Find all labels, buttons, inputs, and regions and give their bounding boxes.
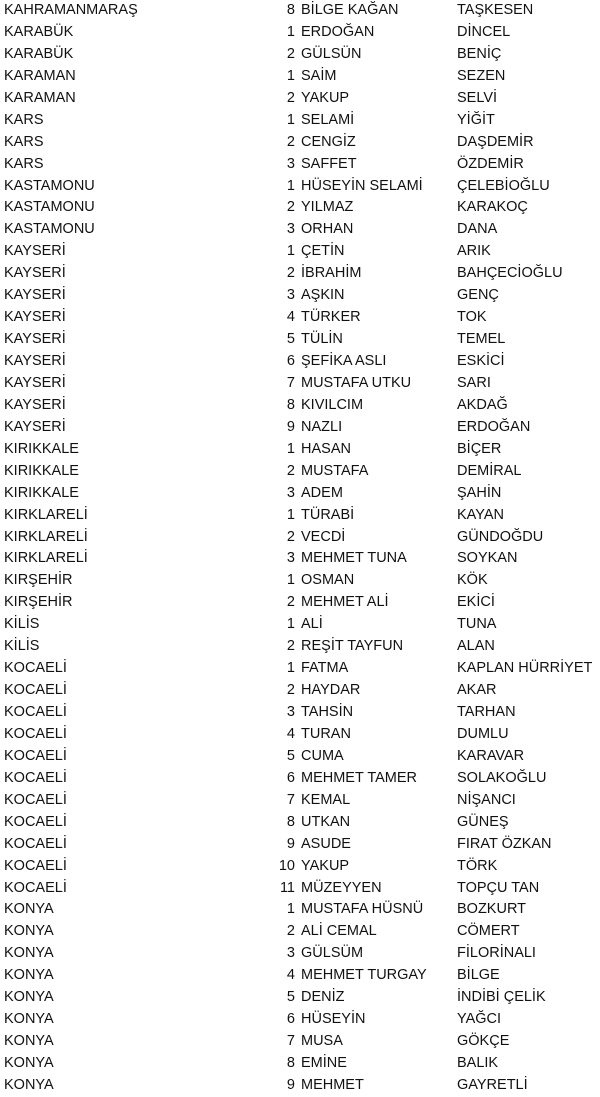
rank-number-cell: 2 <box>286 682 295 699</box>
table-row <box>0 329 600 351</box>
first-name-cell: VECDİ <box>301 528 346 545</box>
table-row <box>0 439 600 461</box>
rank-number-cell: 3 <box>286 550 295 567</box>
rank-number-cell: 8 <box>286 1055 295 1071</box>
last-name-cell: ESKİCİ <box>457 353 505 369</box>
province-cell: KARS <box>4 111 44 128</box>
table-row <box>0 856 600 878</box>
table-row <box>0 527 600 549</box>
rank-number-cell: 2 <box>286 462 295 479</box>
table-row <box>0 110 600 132</box>
rank-number-cell: 1 <box>286 177 295 194</box>
last-name-cell: EKİCİ <box>457 594 495 611</box>
table-row <box>0 0 600 22</box>
province-cell: KOCAELİ <box>4 725 67 742</box>
first-name-cell: HAYDAR <box>301 682 361 699</box>
table-row <box>0 1009 600 1031</box>
first-name-cell: MEHMET ALİ <box>301 594 389 611</box>
province-cell: KIRŞEHİR <box>4 572 73 589</box>
first-name-cell: YAKUP <box>301 857 350 874</box>
province-cell: KONYA <box>4 901 54 918</box>
rank-number-cell: 9 <box>286 835 295 852</box>
last-name-cell: SELVİ <box>457 89 498 106</box>
table-row <box>0 263 600 285</box>
province-cell: KİLİS <box>4 616 40 633</box>
last-name-cell: ÇELEBİOĞLU <box>457 177 550 194</box>
first-name-cell: MÜZEYYEN <box>301 879 382 896</box>
first-name-cell: HÜSEYİN SELAMİ <box>301 177 423 194</box>
first-name-cell: ALİ <box>301 616 323 633</box>
last-name-cell: TARHAN <box>457 704 516 720</box>
last-name-cell: NİŞANCI <box>457 791 516 808</box>
rank-number-cell: 3 <box>286 484 295 501</box>
rank-number-cell: 1 <box>286 506 295 523</box>
first-name-cell: MEHMET <box>301 1076 364 1093</box>
province-cell: KAYSERİ <box>4 396 66 413</box>
rank-number-cell: 7 <box>286 791 295 808</box>
first-name-cell: HASAN <box>301 440 351 457</box>
province-cell: KIRIKKALE <box>4 440 79 457</box>
rank-number-cell: 2 <box>286 923 295 940</box>
first-name-cell: ERDOĞAN <box>301 23 375 40</box>
last-name-cell: YİĞİT <box>457 111 495 128</box>
last-name-cell: GÜNDOĞDU <box>457 528 544 545</box>
last-name-cell: DAŞDEMİR <box>457 133 534 150</box>
rank-number-cell: 1 <box>286 616 295 633</box>
first-name-cell: MEHMET TAMER <box>301 769 418 786</box>
table-row <box>0 88 600 110</box>
province-cell: KAYSERİ <box>4 374 66 391</box>
rank-number-cell: 1 <box>286 660 295 677</box>
rank-number-cell: 2 <box>286 638 295 655</box>
first-name-cell: SAFFET <box>301 155 357 172</box>
table-row <box>0 241 600 263</box>
province-cell: KOCAELİ <box>4 704 67 720</box>
rank-number-cell: 7 <box>286 1033 295 1050</box>
rank-number-cell: 8 <box>286 2 295 18</box>
last-name-cell: İNDİBİ ÇELİK <box>457 989 546 1006</box>
first-name-cell: BİLGE KAĞAN <box>301 2 399 18</box>
rank-number-cell: 2 <box>286 45 295 62</box>
province-cell: KAYSERİ <box>4 331 66 348</box>
province-cell: KONYA <box>4 945 54 962</box>
table-row <box>0 483 600 505</box>
rank-number-cell: 3 <box>286 155 295 172</box>
table-row <box>0 878 600 900</box>
rank-number-cell: 1 <box>286 67 295 84</box>
last-name-cell: DUMLU <box>457 725 509 742</box>
last-name-cell: SEZEN <box>457 67 506 84</box>
table-row <box>0 899 600 921</box>
table-row <box>0 548 600 570</box>
first-name-cell: AŞKIN <box>301 287 345 304</box>
rank-number-cell: 3 <box>286 287 295 304</box>
rank-number-cell: 2 <box>286 594 295 611</box>
first-name-cell: MUSTAFA <box>301 462 369 479</box>
rank-number-cell: 3 <box>286 704 295 720</box>
rank-number-cell: 1 <box>286 901 295 918</box>
last-name-cell: BOZKURT <box>457 901 527 918</box>
rank-number-cell: 9 <box>286 418 295 435</box>
last-name-cell: AKDAĞ <box>457 396 508 413</box>
table-row <box>0 44 600 66</box>
table-row <box>0 680 600 702</box>
last-name-cell: CÖMERT <box>457 923 520 940</box>
table-row <box>0 834 600 856</box>
province-cell: KOCAELİ <box>4 747 67 764</box>
rank-number-cell: 5 <box>286 331 295 348</box>
rank-number-cell: 2 <box>286 265 295 282</box>
last-name-cell: DİNCEL <box>457 23 511 40</box>
rank-number-cell: 4 <box>286 309 295 326</box>
rank-number-cell: 5 <box>286 747 295 764</box>
first-name-cell: MEHMET TUNA <box>301 550 407 567</box>
last-name-cell: KARAVAR <box>457 747 525 764</box>
rank-number-cell: 11 <box>279 879 295 896</box>
table-row <box>0 658 600 680</box>
first-name-cell: TAHSİN <box>301 704 354 720</box>
province-cell: KONYA <box>4 1055 54 1071</box>
rank-number-cell: 8 <box>286 396 295 413</box>
table-row <box>0 373 600 395</box>
rank-number-cell: 7 <box>286 374 295 391</box>
last-name-cell: KAYAN <box>457 506 505 523</box>
table-row <box>0 702 600 724</box>
first-name-cell: UTKAN <box>301 813 351 830</box>
province-cell: KOCAELİ <box>4 857 67 874</box>
first-name-cell: OSMAN <box>301 572 355 589</box>
province-cell: KIRKLARELİ <box>4 506 88 523</box>
province-cell: KARAMAN <box>4 67 76 84</box>
rank-number-cell: 10 <box>278 857 295 874</box>
first-name-cell: MEHMET TURGAY <box>301 967 427 984</box>
province-cell: KİLİS <box>4 638 40 655</box>
table-row <box>0 1053 600 1075</box>
rank-number-cell: 2 <box>286 528 295 545</box>
rank-number-cell: 6 <box>286 353 295 369</box>
table-row <box>0 197 600 219</box>
rank-number-cell: 2 <box>286 133 295 150</box>
province-cell: KOCAELİ <box>4 791 67 808</box>
table-row <box>0 22 600 44</box>
last-name-cell: GÖKÇE <box>457 1033 510 1050</box>
last-name-cell: AKAR <box>457 682 497 699</box>
first-name-cell: YILMAZ <box>301 199 354 216</box>
first-name-cell: TURAN <box>301 725 351 742</box>
first-name-cell: EMİNE <box>301 1055 347 1071</box>
rank-number-cell: 1 <box>286 440 295 457</box>
first-name-cell: FATMA <box>301 660 349 677</box>
last-name-cell: KÖK <box>457 572 488 589</box>
province-cell: KARAMAN <box>4 89 76 106</box>
province-cell: KASTAMONU <box>4 221 95 238</box>
first-name-cell: DENİZ <box>301 989 345 1006</box>
table-row <box>0 592 600 614</box>
province-cell: KONYA <box>4 1033 54 1050</box>
first-name-cell: MUSTAFA HÜSNÜ <box>301 901 424 918</box>
first-name-cell: KEMAL <box>301 791 351 808</box>
table-row <box>0 768 600 790</box>
table-row <box>0 66 600 88</box>
table-row <box>0 570 600 592</box>
table-row <box>0 746 600 768</box>
table-row <box>0 461 600 483</box>
rank-number-cell: 5 <box>286 989 295 1006</box>
rank-number-cell: 1 <box>286 243 295 260</box>
first-name-cell: ALİ CEMAL <box>301 923 377 940</box>
province-cell: KASTAMONU <box>4 177 95 194</box>
rank-number-cell: 6 <box>286 769 295 786</box>
rank-number-cell: 1 <box>286 111 295 128</box>
province-cell: KARABÜK <box>4 45 74 62</box>
rank-number-cell: 1 <box>286 572 295 589</box>
province-cell: KAYSERİ <box>4 265 66 282</box>
province-cell: KOCAELİ <box>4 813 67 830</box>
province-cell: KARS <box>4 155 44 172</box>
last-name-cell: BALIK <box>457 1055 499 1071</box>
rank-number-cell: 3 <box>286 945 295 962</box>
province-cell: KAYSERİ <box>4 418 66 435</box>
rank-number-cell: 8 <box>286 813 295 830</box>
province-cell: KOCAELİ <box>4 769 67 786</box>
last-name-cell: SOYKAN <box>457 550 518 567</box>
first-name-cell: CENGİZ <box>301 133 356 150</box>
table-row <box>0 219 600 241</box>
rank-number-cell: 4 <box>286 967 295 984</box>
last-name-cell: KARAKOÇ <box>457 199 528 216</box>
first-name-cell: HÜSEYİN <box>301 1011 366 1028</box>
province-cell: KAHRAMANMARAŞ <box>4 2 138 18</box>
first-name-cell: ASUDE <box>301 835 351 852</box>
first-name-cell: TÜLİN <box>301 331 343 348</box>
table-row <box>0 285 600 307</box>
province-cell: KOCAELİ <box>4 660 67 677</box>
first-name-cell: TÜRKER <box>301 309 361 326</box>
last-name-cell: TÖRK <box>457 857 498 874</box>
last-name-cell: ÖZDEMİR <box>457 155 524 172</box>
first-name-cell: TÜRABİ <box>301 506 355 523</box>
table-row <box>0 921 600 943</box>
province-cell: KONYA <box>4 967 54 984</box>
rank-number-cell: 6 <box>286 1011 295 1028</box>
table-row <box>0 724 600 746</box>
last-name-cell: GAYRETLİ <box>457 1076 528 1093</box>
last-name-cell: GÜNEŞ <box>457 813 509 830</box>
province-cell: KASTAMONU <box>4 199 95 216</box>
first-name-cell: MUSA <box>301 1033 343 1050</box>
first-name-cell: GÜLSÜM <box>301 945 364 962</box>
province-cell: KARS <box>4 133 44 150</box>
table-row <box>0 987 600 1009</box>
last-name-cell: FİLORİNALI <box>457 945 536 962</box>
table-row <box>0 505 600 527</box>
first-name-cell: KIVILCIM <box>301 396 364 413</box>
table-row <box>0 614 600 636</box>
table-row <box>0 790 600 812</box>
last-name-cell: TUNA <box>457 616 497 633</box>
last-name-cell: SOLAKOĞLU <box>457 769 547 786</box>
rank-number-cell: 2 <box>286 89 295 106</box>
province-cell: KOCAELİ <box>4 682 67 699</box>
last-name-cell: TAŞKESEN <box>457 2 534 18</box>
rank-number-cell: 3 <box>286 221 295 238</box>
province-cell: KONYA <box>4 1011 54 1028</box>
table-row <box>0 176 600 198</box>
first-name-cell: CUMA <box>301 747 344 764</box>
province-cell: KIRIKKALE <box>4 484 79 501</box>
table-row <box>0 154 600 176</box>
table-row <box>0 943 600 965</box>
table-row <box>0 1075 600 1097</box>
province-cell: KAYSERİ <box>4 243 66 260</box>
province-cell: KAYSERİ <box>4 287 66 304</box>
table-row <box>0 307 600 329</box>
first-name-cell: ÇETİN <box>301 243 345 260</box>
table-row <box>0 395 600 417</box>
province-cell: KOCAELİ <box>4 879 67 896</box>
first-name-cell: GÜLSÜN <box>301 45 362 62</box>
province-cell: KONYA <box>4 923 54 940</box>
rank-number-cell: 1 <box>286 23 295 40</box>
last-name-cell: FIRAT ÖZKAN <box>457 835 552 852</box>
province-cell: KARABÜK <box>4 23 74 40</box>
province-cell: KONYA <box>4 1076 54 1093</box>
first-name-cell: ADEM <box>301 484 343 501</box>
table-row <box>0 1031 600 1053</box>
first-name-cell: YAKUP <box>301 89 350 106</box>
first-name-cell: NAZLI <box>301 418 343 435</box>
table-row <box>0 351 600 373</box>
first-name-cell: SELAMİ <box>301 111 355 128</box>
first-name-cell: ORHAN <box>301 221 354 238</box>
last-name-cell: ERDOĞAN <box>457 418 531 435</box>
last-name-cell: DEMİRAL <box>457 462 522 479</box>
last-name-cell: TOK <box>457 309 487 326</box>
last-name-cell: KAPLAN HÜRRİYET <box>457 660 593 677</box>
first-name-cell: İBRAHİM <box>301 265 362 282</box>
rank-number-cell: 9 <box>286 1076 295 1093</box>
table-row <box>0 812 600 834</box>
first-name-cell: REŞİT TAYFUN <box>301 638 404 655</box>
province-cell: KIRIKKALE <box>4 462 79 479</box>
last-name-cell: ŞAHİN <box>457 484 502 501</box>
table-row <box>0 965 600 987</box>
province-cell: KONYA <box>4 989 54 1006</box>
province-cell: KAYSERİ <box>4 309 66 326</box>
last-name-cell: BİLGE <box>457 967 500 984</box>
last-name-cell: SARI <box>457 374 491 391</box>
last-name-cell: ALAN <box>457 638 495 655</box>
table-row <box>0 132 600 154</box>
first-name-cell: MUSTAFA UTKU <box>301 374 412 391</box>
last-name-cell: TEMEL <box>457 331 506 348</box>
last-name-cell: GENÇ <box>457 287 499 304</box>
province-cell: KOCAELİ <box>4 835 67 852</box>
last-name-cell: YAĞCI <box>457 1011 502 1028</box>
last-name-cell: TOPÇU TAN <box>457 879 540 896</box>
last-name-cell: BİÇER <box>457 440 502 457</box>
last-name-cell: DANA <box>457 221 498 238</box>
rank-number-cell: 4 <box>286 725 295 742</box>
province-cell: KAYSERİ <box>4 353 66 369</box>
rank-number-cell: 2 <box>286 199 295 216</box>
last-name-cell: BAHÇECİOĞLU <box>457 265 563 282</box>
last-name-cell: ARIK <box>457 243 491 260</box>
province-cell: KIRKLARELİ <box>4 550 88 567</box>
first-name-cell: ŞEFİKA ASLI <box>301 353 387 369</box>
first-name-cell: SAİM <box>301 67 337 84</box>
province-cell: KIRKLARELİ <box>4 528 88 545</box>
table-row <box>0 417 600 439</box>
last-name-cell: BENİÇ <box>457 45 502 62</box>
province-cell: KIRŞEHİR <box>4 594 73 611</box>
table-row <box>0 636 600 658</box>
